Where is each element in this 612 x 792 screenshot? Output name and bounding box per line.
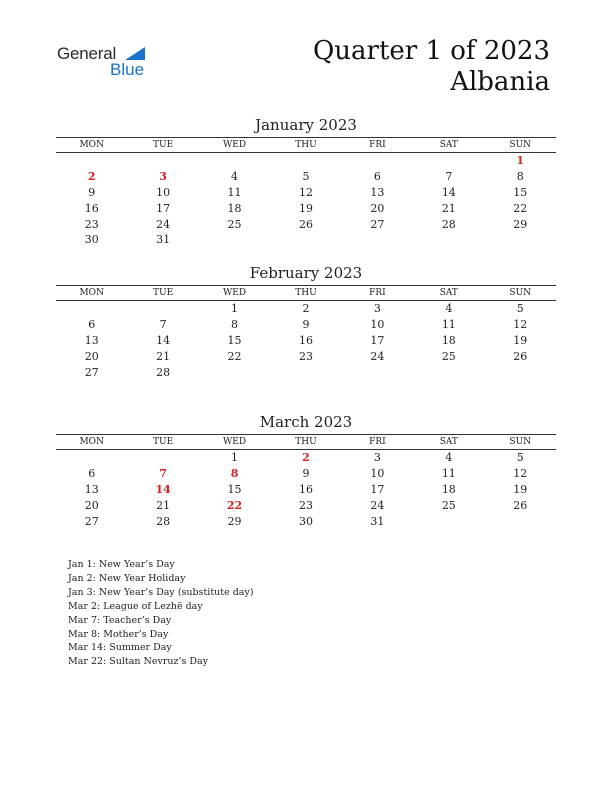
weekday-label: WED (223, 437, 247, 447)
week-row (56, 348, 556, 364)
day-cell: 9 (88, 185, 96, 199)
holiday-item: Mar 22: Sultan Nevruz’s Day (68, 656, 209, 668)
day-cell: 11 (227, 185, 242, 199)
day-cell: 27 (84, 365, 99, 379)
logo-general-text: General (57, 44, 117, 63)
day-cell: 7 (159, 318, 167, 332)
day-cell: 17 (156, 201, 171, 215)
day-cell: 12 (513, 467, 528, 481)
day-cell: 1 (231, 302, 239, 316)
weekday-header (56, 285, 556, 301)
week-row (56, 317, 556, 333)
weekday-label: SUN (509, 437, 532, 447)
day-cell: 5 (516, 451, 524, 465)
holiday-item: Jan 1: New Year’s Day (68, 559, 175, 570)
day-cell: 6 (88, 467, 96, 481)
weekday-label: THU (295, 140, 317, 150)
day-cell: 26 (513, 349, 528, 363)
day-cell: 20 (84, 349, 99, 363)
weekday-label: SUN (509, 140, 532, 150)
day-cell: 18 (441, 333, 456, 347)
day-cell: 16 (84, 201, 99, 215)
holiday-item: Jan 2: New Year Holiday (68, 572, 186, 584)
page-title (313, 36, 550, 98)
day-cell: 19 (513, 333, 528, 347)
day-cell: 7 (159, 467, 167, 481)
day-cell: 18 (227, 201, 242, 215)
day-cell: 14 (441, 185, 456, 199)
title-quarter: Quarter 1 of 2023 (312, 36, 550, 66)
week-row (56, 482, 556, 498)
weekday-label: MON (79, 140, 104, 150)
holiday-item: Jan 3: New Year’s Day (substitute day) (68, 586, 254, 598)
day-cell: 16 (298, 482, 313, 496)
month-name: February 2023 (249, 264, 363, 282)
day-cell: 17 (370, 333, 385, 347)
day-cell: 1 (231, 451, 239, 465)
week-row (56, 169, 556, 185)
day-cell: 12 (298, 185, 313, 199)
day-cell: 5 (516, 302, 524, 316)
day-cell: 26 (298, 217, 313, 231)
day-cell: 13 (84, 333, 99, 347)
day-cell: 24 (370, 349, 385, 363)
week-row (56, 153, 556, 169)
day-cell: 2 (87, 170, 96, 184)
day-cell: 24 (156, 217, 171, 231)
weekday-label: SUN (509, 288, 532, 298)
weekday-label: FRI (369, 140, 386, 150)
day-cell: 11 (441, 467, 456, 481)
day-cell: 10 (370, 467, 385, 481)
weekday-label: THU (295, 437, 317, 447)
day-cell: 22 (513, 201, 528, 215)
generalblue-logo (57, 44, 157, 84)
day-cell: 23 (298, 349, 313, 363)
week-row (56, 450, 556, 466)
day-cell: 26 (513, 498, 528, 512)
holiday-item: Mar 8: Mother’s Day (68, 628, 169, 640)
day-cell: 23 (84, 217, 99, 231)
week-row (56, 513, 556, 529)
week-row (56, 497, 556, 513)
day-cell: 15 (227, 482, 242, 496)
month-name: March 2023 (259, 413, 353, 431)
day-cell: 27 (84, 514, 99, 528)
day-cell: 8 (516, 170, 524, 184)
day-cell: 9 (302, 467, 310, 481)
month-february (56, 263, 556, 380)
day-cell: 11 (441, 318, 456, 332)
day-cell: 25 (441, 349, 456, 363)
day-cell: 23 (298, 498, 313, 512)
day-cell: 3 (159, 170, 167, 184)
week-row (56, 364, 556, 380)
weekday-label: TUE (153, 288, 174, 298)
day-cell: 21 (441, 201, 456, 215)
day-cell: 19 (513, 482, 528, 496)
day-cell: 25 (441, 498, 456, 512)
week-row (56, 232, 556, 248)
day-cell: 1 (516, 154, 525, 168)
logo-triangle-icon (125, 47, 145, 60)
day-cell: 6 (373, 170, 381, 184)
weekday-label: WED (223, 140, 247, 150)
day-cell: 7 (445, 170, 453, 184)
day-cell: 3 (373, 451, 381, 465)
weekday-header (56, 434, 556, 450)
week-row (56, 466, 556, 482)
day-cell: 10 (156, 185, 171, 199)
day-cell: 20 (84, 498, 99, 512)
day-cell: 8 (231, 318, 239, 332)
weekday-label: MON (79, 437, 104, 447)
day-cell: 29 (513, 217, 528, 231)
week-row (56, 333, 556, 349)
day-cell: 4 (445, 302, 453, 316)
day-cell: 25 (227, 217, 242, 231)
week-row (56, 185, 556, 201)
day-cell: 30 (298, 514, 313, 528)
weekday-label: MON (79, 288, 104, 298)
day-cell: 28 (156, 365, 171, 379)
day-cell: 27 (370, 217, 385, 231)
weekday-label: WED (223, 288, 247, 298)
logo-blue-text: Blue (110, 60, 145, 79)
day-cell: 22 (226, 498, 243, 512)
day-cell: 20 (370, 201, 385, 215)
weekday-label: TUE (153, 437, 174, 447)
day-cell: 18 (441, 482, 456, 496)
day-cell: 9 (302, 318, 310, 332)
title-country: Albania (450, 67, 550, 97)
day-cell: 10 (370, 318, 385, 332)
day-cell: 17 (370, 482, 385, 496)
weekday-label: FRI (369, 288, 386, 298)
month-january (56, 115, 556, 248)
day-cell: 8 (230, 467, 239, 481)
day-cell: 29 (227, 514, 242, 528)
day-cell: 21 (156, 498, 171, 512)
day-cell: 6 (88, 318, 96, 332)
day-cell: 16 (298, 333, 313, 347)
day-cell: 28 (156, 514, 171, 528)
day-cell: 15 (513, 185, 528, 199)
holiday-item: Mar 7: Teacher’s Day (68, 614, 172, 626)
weekday-label: SAT (439, 437, 458, 447)
weekday-label: FRI (369, 437, 386, 447)
day-cell: 3 (373, 302, 381, 316)
week-row (56, 216, 556, 232)
day-cell: 24 (370, 498, 385, 512)
weekday-header (56, 137, 556, 153)
weekday-label: TUE (153, 140, 174, 150)
day-cell: 21 (156, 349, 171, 363)
day-cell: 12 (513, 318, 528, 332)
week-row (56, 200, 556, 216)
holiday-item: Mar 14: Summer Day (68, 642, 172, 654)
day-cell: 30 (84, 233, 99, 247)
day-cell: 31 (156, 233, 171, 247)
day-cell: 19 (298, 201, 313, 215)
month-name: January 2023 (255, 116, 357, 134)
day-cell: 14 (156, 333, 171, 347)
month-march (56, 412, 556, 529)
holiday-item: Mar 2: League of Lezhë day (68, 600, 203, 612)
day-cell: 5 (302, 170, 310, 184)
day-cell: 31 (370, 514, 385, 528)
week-row (56, 301, 556, 317)
day-cell: 14 (155, 482, 171, 496)
weekday-label: THU (295, 288, 317, 298)
day-cell: 2 (302, 451, 310, 465)
weekday-label: SAT (439, 288, 458, 298)
weekday-label: SAT (439, 140, 458, 150)
day-cell: 15 (227, 333, 242, 347)
day-cell: 28 (441, 217, 456, 231)
day-cell: 13 (370, 185, 385, 199)
day-cell: 22 (227, 349, 242, 363)
day-cell: 2 (302, 302, 310, 316)
day-cell: 13 (84, 482, 99, 496)
day-cell: 4 (231, 170, 239, 184)
day-cell: 4 (445, 451, 453, 465)
holiday-list (68, 558, 254, 669)
